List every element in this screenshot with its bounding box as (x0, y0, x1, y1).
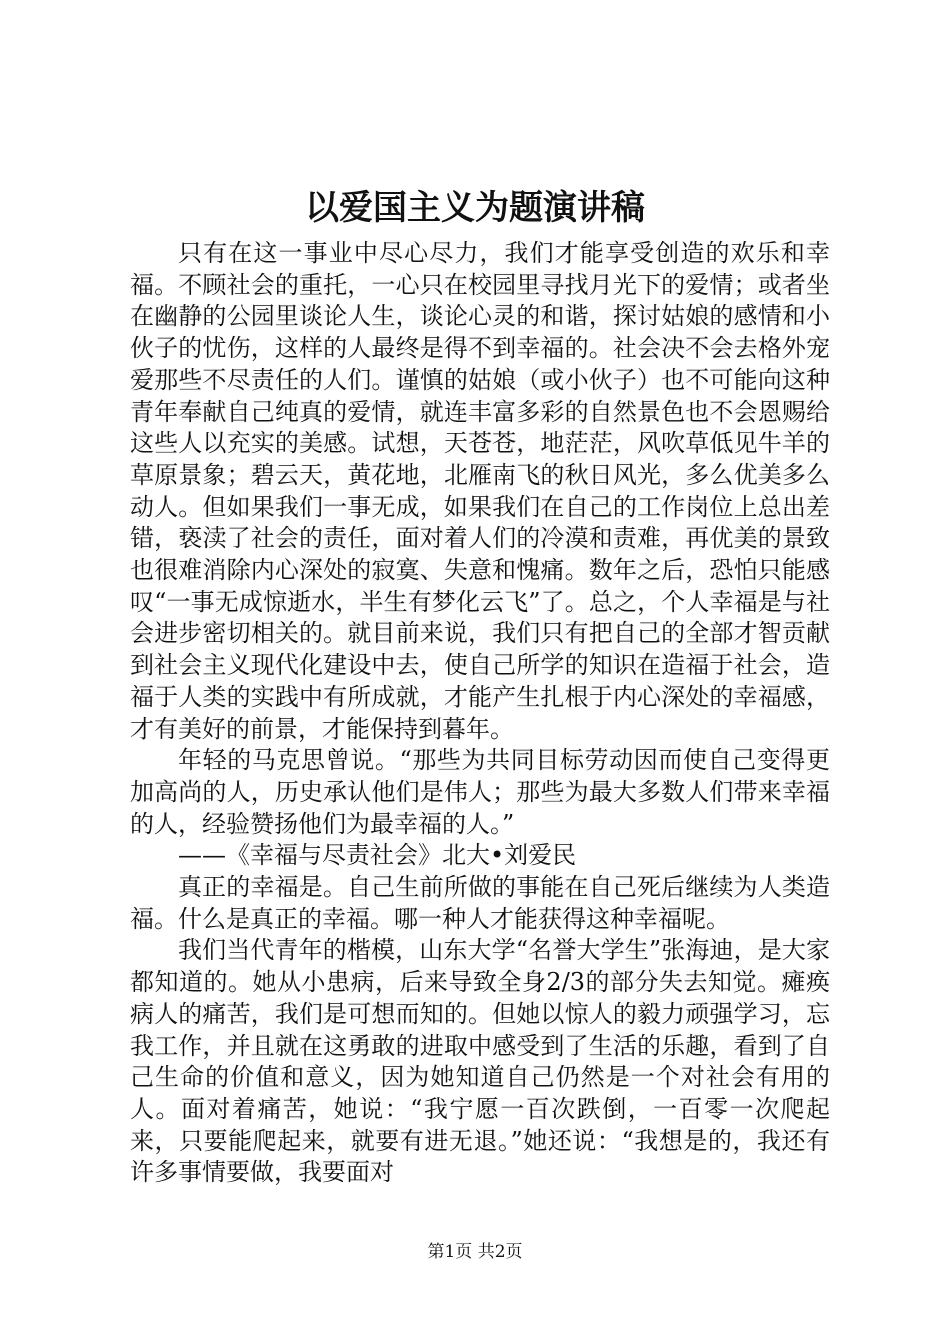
paragraph: 真正的幸福是。自己生前所做的事能在自己死后继续为人类造福。什么是真正的幸福。哪一种人才能获得这种幸福呢。 (130, 873, 830, 933)
paragraph: 只有在这一事业中尽心尽力，我们才能享受创造的欢乐和幸福。不顾社会的重托，一心只在校园里寻找月光下的爱情；或者坐在幽静的公园里谈论人生，谈论心灵的和谐，探讨姑娘的感情和小伙子的忧伤，这样的人最终是得不到幸福的。社会决不会去格外宠爱那些不尽责任的人们。谨慎的姑娘（或小伙子）也不可能向这种青年奉献自己纯真的爱情，就连丰富多彩的自然景色也不会恩赐给这些人以充实的美感。试想，天苍苍，地茫茫，风吹草低见牛羊的草原景象；碧云天，黄花地，北雁南飞的秋日风光，多么优美多么动人。但如果我们一事无成，如果我们在自己的工作岗位上总出差错，亵渎了社会的责任，面对着人们的冷漠和责难，再优美的景致也很难消除内心深处的寂寞、失意和愧痛。数年之后，恐怕只能感叹“一事无成惊逝水，半生有梦化云飞”了。总之，个人幸福是与社会进步密切相关的。就目前来说，我们只有把自己的全部才智贡献到社会主义现代化建设中去，使自己所学的知识在造福于社会，造福于人类的实践中有所成就，才能产生扎根于内心深处的幸福感，才有美好的前景，才能保持到暮年。 (130, 239, 830, 743)
paragraph: 年轻的马克思曾说。“那些为共同目标劳动因而使自己变得更加高尚的人，历史承认他们是伟人；那些为最大多数人们带来幸福的人，经验赞扬他们为最幸福的人。” (130, 746, 830, 838)
page-number-footer: 第1页 共2页 (427, 1242, 523, 1262)
document-title: 以爱国主义为题演讲稿 (305, 188, 645, 228)
paragraph: 我们当代青年的楷模，山东大学“名誉大学生”张海迪，是大家都知道的。她从小患病，后来导致全身2/3的部分失去知觉。瘫痪病人的痛苦，我们是可想而知的。但她以惊人的毅力顽强学习，忘我工作，并且就在这勇敢的进取中感受到了生活的乐趣，看到了自己生命的价值和意义，因为她知道自己仍然是一个对社会有用的人。面对着痛苦，她说：“我宁愿一百次跌倒，一百零一次爬起来，只要能爬起来，就要有进无退。”她还说：“我想是的，我还有许多事情要做，我要面对 (130, 936, 830, 1187)
quote-attribution: ——《幸福与尽责社会》北大•刘爱民 (178, 841, 577, 870)
document-body (130, 238, 830, 1189)
